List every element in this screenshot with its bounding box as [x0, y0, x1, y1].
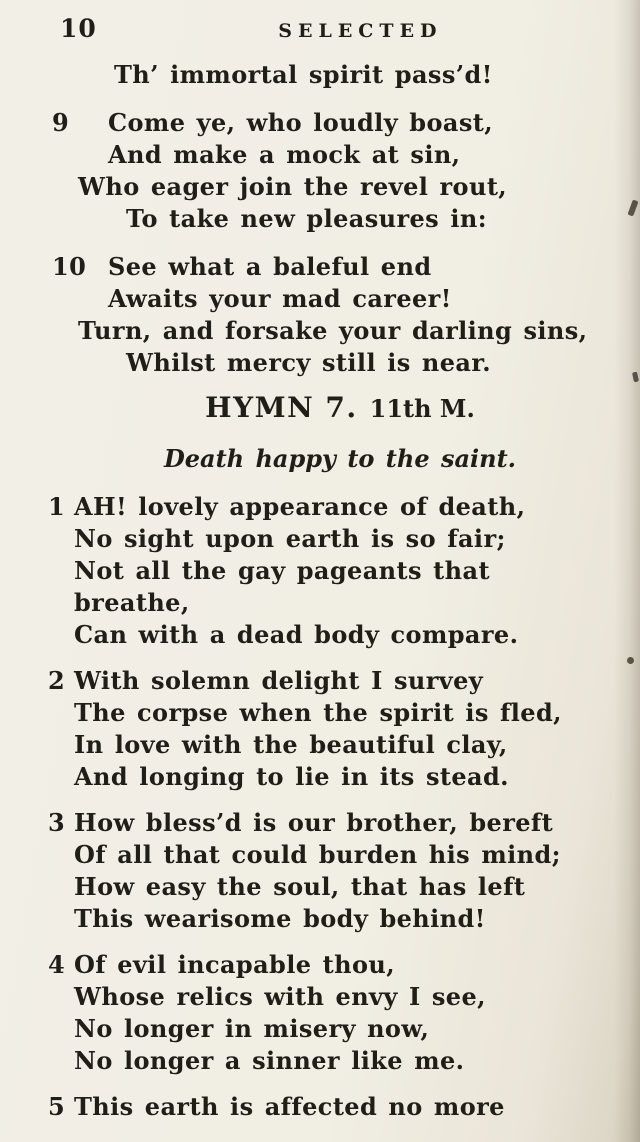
- verse-line: Can with a dead body compare.: [74, 620, 519, 649]
- verse-line: Not all the gay pageants that breathe,: [74, 556, 490, 617]
- verse-line: AH! lovely appearance of death,: [74, 492, 526, 521]
- verse-line: This wearisome body behind!: [74, 904, 486, 933]
- verse-line: Whose relics with envy I see,: [74, 982, 486, 1011]
- verse-number: 1: [48, 492, 66, 521]
- verse-number: 2: [48, 666, 66, 695]
- verse-line: Who eager join the revel rout,: [78, 172, 508, 201]
- verse-line: Of evil incapable thou,: [74, 950, 396, 979]
- carryover-line: Th’ immortal spirit pass’d!: [114, 60, 493, 89]
- verse-line: To take new pleasures in:: [126, 204, 487, 233]
- scan-speck: [627, 199, 638, 216]
- page-number: 10: [60, 14, 97, 43]
- verse-line: The corpse when the spirit is fled,: [74, 698, 562, 727]
- verse-line: No sight upon earth is so fair;: [74, 524, 506, 553]
- verse-line: Of all that could burden his mind;: [74, 840, 561, 869]
- verse-line: Turn, and forsake your darling sins,: [78, 316, 588, 345]
- verse-number: 9: [52, 108, 70, 137]
- verse-line: See what a baleful end: [108, 252, 432, 281]
- verse: [44, 251, 606, 379]
- verse-line: Whilst mercy still is near.: [126, 348, 491, 377]
- verse-line: Come ye, who loudly boast,: [108, 108, 493, 137]
- scan-speck: [627, 657, 634, 664]
- verse-line: And make a mock at sin,: [108, 140, 461, 169]
- scan-speck: [632, 372, 639, 383]
- hymn-meter: 11th M.: [369, 394, 475, 423]
- verse: [44, 665, 606, 793]
- verse-number: 4: [48, 950, 66, 979]
- verse: [44, 107, 606, 235]
- verse-line: This earth is affected no more: [74, 1092, 505, 1121]
- page-header: [44, 14, 606, 43]
- hymn-verses: [44, 491, 606, 1123]
- hymn-subtitle: Death happy to the saint.: [163, 444, 517, 473]
- verse-number: 10: [52, 252, 87, 281]
- verse-line: In love with the beautiful clay,: [74, 730, 508, 759]
- verse: [44, 491, 606, 651]
- page-edge-shadow: [614, 0, 640, 1142]
- running-header: SELECTED: [278, 20, 443, 42]
- verse-line: How bless’d is our brother, bereft: [74, 808, 554, 837]
- verse: [44, 1091, 606, 1123]
- verse: [44, 949, 606, 1077]
- verse-number: 5: [48, 1092, 66, 1121]
- verse-line: How easy the soul, that has left: [74, 872, 526, 901]
- verse-line: With solemn delight I survey: [74, 666, 484, 695]
- verse-number: 3: [48, 808, 66, 837]
- hymn-heading: [44, 391, 606, 424]
- verse-line: And longing to lie in its stead.: [74, 762, 509, 791]
- verse-line: No longer a sinner like me.: [74, 1046, 465, 1075]
- verse-line: Awaits your mad career!: [108, 284, 452, 313]
- verse-line: No longer in misery now,: [74, 1014, 430, 1043]
- previous-hymn-verses: [44, 107, 606, 379]
- verse: [44, 807, 606, 935]
- hymn-title: HYMN 7.: [205, 391, 358, 424]
